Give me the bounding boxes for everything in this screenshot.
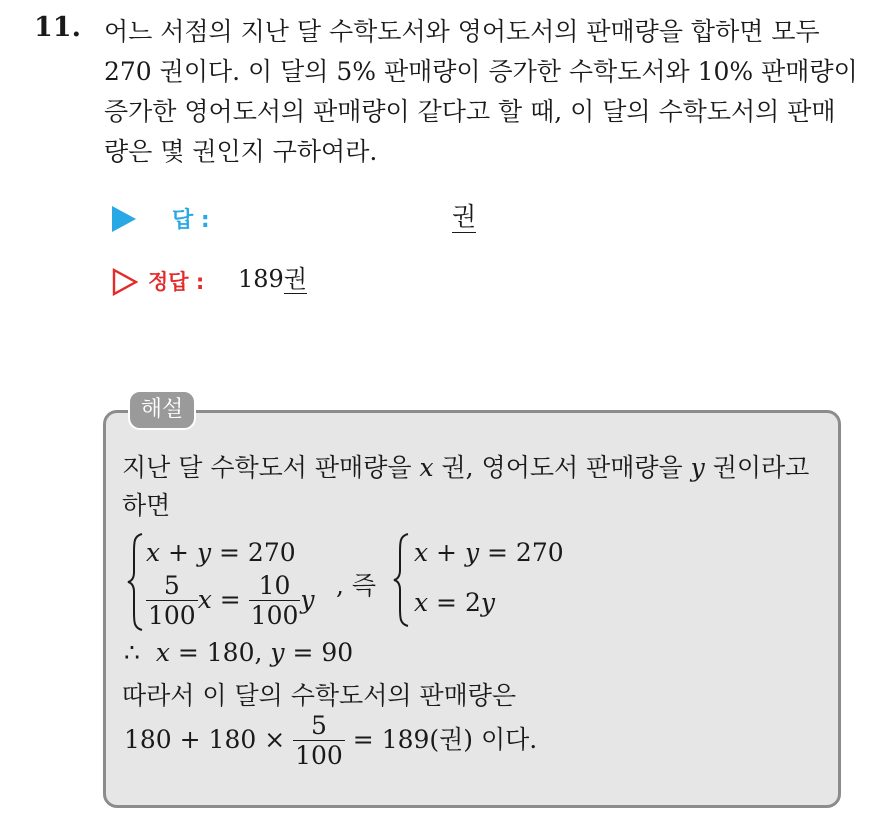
- system1-equation-2: [146, 572, 315, 631]
- text: +: [160, 538, 197, 567]
- result-line: [124, 638, 353, 667]
- variable-y: y: [464, 538, 480, 567]
- answer-label: 답 :: [172, 208, 210, 233]
- text: = 90: [284, 638, 354, 667]
- denominator: 100: [295, 741, 343, 770]
- text: = 270: [211, 538, 296, 567]
- text: 180 + 180 ×: [124, 725, 286, 754]
- system2-equation-1: [414, 538, 564, 567]
- therefore-symbol: ∴: [124, 638, 140, 667]
- text: = 2: [428, 588, 481, 617]
- variable-y: y: [196, 538, 212, 567]
- play-triangle-icon: [112, 206, 136, 232]
- answer-row: [108, 200, 528, 240]
- fraction: [293, 712, 345, 771]
- problem-line: 량은 몇 권인지 구하여라.: [104, 137, 378, 166]
- correct-answer-row: [108, 262, 528, 302]
- system2-equation-2: [414, 588, 495, 617]
- correct-answer-unit: 권: [283, 265, 307, 293]
- answer-unit: 권: [452, 202, 477, 231]
- numerator: 5: [163, 571, 180, 600]
- outline-triangle-icon: [112, 268, 138, 296]
- text: 지난 달 수학도서 판매량을: [122, 453, 420, 482]
- problem-line: 어느 서점의 지난 달 수학도서와 영어도서의 판매량을 합하면 모두: [104, 17, 820, 46]
- connector-text: , 즉: [336, 571, 377, 600]
- text: =: [211, 585, 249, 614]
- correct-answer-value: [238, 265, 307, 293]
- variable-x: x: [414, 538, 429, 567]
- problem-line: 270 권이다. 이 달의 5% 판매량이 증가한 수학도서와 10% 판매량이: [104, 57, 858, 86]
- explanation-line-2: 하면: [122, 491, 171, 520]
- variable-x: x: [155, 638, 170, 667]
- text: = 270: [479, 538, 564, 567]
- variable-y: y: [270, 638, 285, 667]
- variable-x: x: [419, 453, 434, 482]
- numerator: 5: [311, 711, 327, 740]
- problem-text: [104, 12, 864, 172]
- variable-x: x: [414, 588, 429, 617]
- correct-answer-label: 정답 :: [148, 270, 205, 294]
- explanation-tab: 해설: [128, 390, 196, 430]
- variable-x: x: [146, 538, 161, 567]
- left-brace-icon: [126, 532, 146, 632]
- problem-line: 증가한 영어도서의 판매량이 같다고 할 때, 이 달의 수학도서의 판매: [104, 97, 836, 126]
- left-brace-icon: [392, 532, 412, 628]
- conclusion-line: 따라서 이 달의 수학도서의 판매량은: [122, 681, 517, 710]
- explanation-line-1: [122, 448, 809, 484]
- denominator: 100: [148, 601, 196, 630]
- correct-answer-number: 189: [238, 265, 284, 293]
- text: +: [428, 538, 465, 567]
- variable-y: y: [690, 453, 705, 482]
- fraction: [249, 572, 301, 631]
- numerator: 10: [258, 571, 291, 600]
- text: = 189(권) 이다.: [352, 725, 538, 754]
- system1-equation-1: [146, 538, 296, 567]
- text: 권, 영어도서 판매량을: [433, 453, 691, 482]
- fraction: [146, 572, 198, 631]
- variable-x: x: [197, 585, 212, 614]
- variable-y: y: [300, 585, 315, 614]
- problem-number: 11.: [34, 12, 81, 43]
- variable-y: y: [480, 588, 495, 617]
- denominator: 100: [250, 601, 299, 630]
- text: = 180,: [169, 638, 263, 667]
- text: 권이라고: [704, 453, 810, 482]
- final-computation: [124, 712, 537, 771]
